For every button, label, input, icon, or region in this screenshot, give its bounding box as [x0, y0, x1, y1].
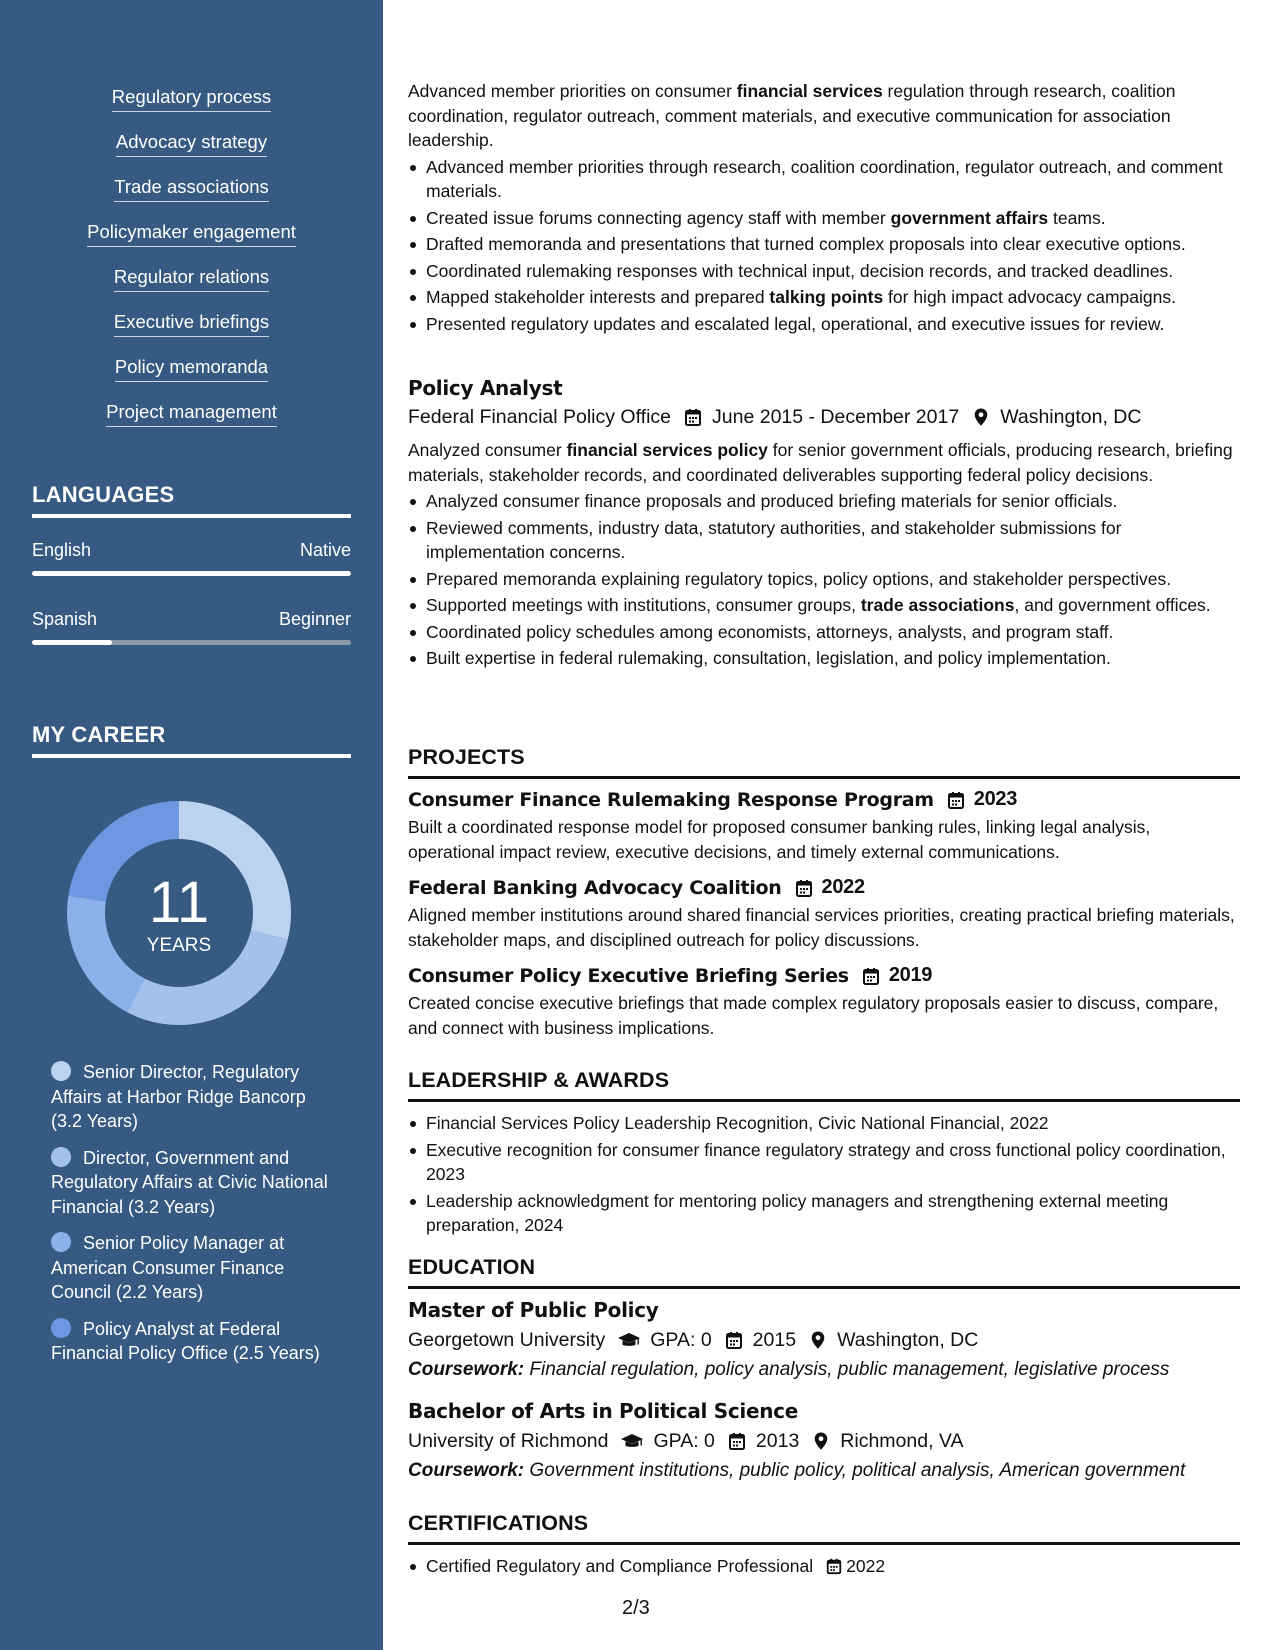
gpa: GPA: 0	[650, 1329, 712, 1351]
calendar-icon	[794, 878, 814, 898]
job-bullet: Created issue forums connecting agency staff with member government affairs teams.	[408, 206, 1240, 231]
job-meta	[408, 404, 1240, 430]
job-bullet: Reviewed comments, industry data, statutory authorities, and stakeholder submissions for implementation concerns.	[408, 516, 1240, 565]
certifications-list	[408, 1554, 1240, 1579]
job-bullet: Presented regulatory updates and escalated legal, operational, and executive issues for review.	[408, 312, 1240, 337]
leadership-heading: LEADERSHIP & AWARDS	[408, 1068, 1240, 1102]
gpa: GPA: 0	[653, 1430, 715, 1452]
language-proficiency-fill	[32, 640, 112, 645]
job-entry	[408, 376, 1240, 673]
language-proficiency-fill	[32, 571, 351, 576]
skill-item: Executive briefings	[0, 311, 383, 356]
job-title: Policy Analyst	[408, 376, 563, 400]
language-level: Native	[299, 540, 351, 560]
project-title: Federal Banking Advocacy Coalition	[408, 876, 782, 899]
sidebar	[0, 0, 383, 1650]
legend-dot-icon	[51, 1061, 71, 1081]
leadership-item: Financial Services Policy Leadership Recognition, Civic National Financial, 2022	[408, 1111, 1240, 1136]
coursework: Coursework: Government institutions, public policy, political analysis, American government	[408, 1460, 1186, 1481]
calendar-icon	[727, 1431, 747, 1451]
certification-name: Certified Regulatory and Compliance Professional	[426, 1556, 814, 1576]
language-spanish	[32, 609, 351, 645]
language-name: English	[32, 540, 92, 560]
previous-job-continued	[408, 79, 1240, 338]
job-bullet: Prepared memoranda explaining regulatory topics, policy options, and stakeholder perspectives.	[408, 567, 1240, 592]
job-location: Washington, DC	[1000, 406, 1142, 428]
legend-dot-icon	[51, 1318, 71, 1338]
project-item	[408, 964, 1240, 1040]
languages-heading: LANGUAGES	[32, 482, 351, 518]
job-bullets	[408, 155, 1240, 337]
school-location: Richmond, VA	[840, 1430, 964, 1452]
project-description: Created concise executive briefings that made complex regulatory proposals easier to discuss, compare, and connect with business implications.	[408, 993, 1219, 1038]
job-summary: Analyzed consumer financial services policy for senior government officials, producing research, briefing materials, stakeholder records, and coordinated deliverables supporting federal policy decisions.	[408, 440, 1233, 485]
career-legend-item: Director, Government and Regulatory Affairs at Civic National Financial (3.2 Years)	[51, 1147, 328, 1217]
project-description: Aligned member institutions around shared financial services priorities, creating practical briefing materials, stakeholder maps, and disciplined outreach for policy discussions.	[408, 905, 1235, 950]
job-bullet: Drafted memoranda and presentations that turned complex proposals into clear executive options.	[408, 232, 1240, 257]
page-number: 2/3	[622, 1597, 650, 1619]
job-summary: Advanced member priorities on consumer financial services regulation through research, coalition coordination, regulator outreach, comment materials, and executive communication for association leadership.	[408, 81, 1176, 150]
job-dates: June 2015 - December 2017	[712, 406, 960, 428]
job-bullet: Coordinated rulemaking responses with technical input, decision records, and tracked deadlines.	[408, 259, 1240, 284]
skill-item: Advocacy strategy	[0, 131, 383, 176]
certification-year: 2022	[846, 1556, 886, 1576]
leadership-section	[408, 1068, 1240, 1240]
leadership-item: Leadership acknowledgment for mentoring policy managers and strengthening external meeting preparation, 2024	[408, 1189, 1240, 1238]
calendar-icon	[861, 966, 881, 986]
degree-title: Bachelor of Arts in Political Science	[408, 1399, 798, 1423]
job-bullets	[408, 489, 1240, 671]
project-title: Consumer Finance Rulemaking Response Program	[408, 788, 934, 811]
school-location: Washington, DC	[837, 1329, 979, 1351]
location-pin-icon	[811, 1431, 831, 1451]
skill-item: Regulator relations	[0, 266, 383, 311]
skill-item: Project management	[0, 401, 383, 446]
degree-title: Master of Public Policy	[408, 1298, 659, 1322]
leadership-list	[408, 1111, 1240, 1238]
career-legend-item: Policy Analyst at Federal Financial Policy Office (2.5 Years)	[51, 1318, 320, 1363]
project-year: 2023	[973, 788, 1018, 810]
language-english	[32, 540, 351, 576]
project-item	[408, 876, 1240, 952]
education-heading: EDUCATION	[408, 1255, 1240, 1289]
skills-list	[0, 86, 383, 446]
legend-dot-icon	[51, 1232, 71, 1252]
language-proficiency-bar	[32, 571, 351, 576]
legend-dot-icon	[51, 1147, 71, 1167]
career-legend	[51, 1060, 331, 1378]
school-name: Georgetown University	[408, 1329, 606, 1351]
education-section	[408, 1255, 1240, 1484]
skill-item: Trade associations	[0, 176, 383, 221]
project-description: Built a coordinated response model for proposed consumer banking rules, linking legal analysis, operational impact review, executive decisions, and timely external communications.	[408, 817, 1151, 862]
calendar-icon	[825, 1557, 843, 1575]
career-legend-item: Senior Policy Manager at American Consumer Finance Council (2.2 Years)	[51, 1233, 285, 1302]
coursework: Coursework: Financial regulation, policy analysis, public management, legislative process	[408, 1359, 1170, 1380]
calendar-icon	[946, 790, 966, 810]
certification-item	[408, 1554, 1240, 1579]
location-pin-icon	[808, 1330, 828, 1350]
graduation-year: 2013	[755, 1430, 800, 1452]
skill-item: Policy memoranda	[0, 356, 383, 401]
certifications-section	[408, 1511, 1240, 1581]
job-bullet: Coordinated policy schedules among economists, attorneys, analysts, and program staff.	[408, 620, 1240, 645]
skill-item: Regulatory process	[0, 86, 383, 131]
career-heading: MY CAREER	[32, 722, 351, 758]
skill-item: Policymaker engagement	[0, 221, 383, 266]
education-item	[408, 1399, 1240, 1484]
language-level: Beginner	[278, 609, 351, 629]
school-name: University of Richmond	[408, 1430, 609, 1452]
job-bullet: Analyzed consumer finance proposals and produced briefing materials for senior officials.	[408, 489, 1240, 514]
projects-section	[408, 745, 1240, 1040]
job-bullet: Supported meetings with institutions, consumer groups, trade associations, and government offices.	[408, 593, 1240, 618]
projects-heading: PROJECTS	[408, 745, 1240, 779]
education-item	[408, 1298, 1240, 1383]
job-bullet: Built expertise in federal rulemaking, consultation, legislation, and policy implementation.	[408, 646, 1240, 671]
career-legend-item: Senior Director, Regulatory Affairs at Harbor Ridge Bancorp (3.2 Years)	[51, 1062, 306, 1131]
project-title: Consumer Policy Executive Briefing Series	[408, 964, 849, 987]
job-bullet: Mapped stakeholder interests and prepared talking points for high impact advocacy campaigns.	[408, 285, 1240, 310]
location-pin-icon	[971, 407, 991, 427]
career-donut-chart	[66, 800, 292, 1026]
language-proficiency-bar	[32, 640, 351, 645]
leadership-item: Executive recognition for consumer finance regulatory strategy and cross functional policy coordination, 2023	[408, 1138, 1240, 1187]
project-item	[408, 788, 1240, 864]
job-bullet: Advanced member priorities through research, coalition coordination, regulator outreach, and comment materials.	[408, 155, 1240, 204]
project-year: 2019	[888, 964, 933, 986]
calendar-icon	[683, 407, 703, 427]
project-year: 2022	[821, 876, 865, 898]
company-name: Federal Financial Policy Office	[408, 406, 672, 428]
career-years-label: YEARS	[146, 935, 212, 956]
graduation-year: 2015	[752, 1329, 797, 1351]
graduation-cap-icon	[617, 1330, 641, 1350]
graduation-cap-icon	[620, 1431, 644, 1451]
language-name: Spanish	[32, 609, 98, 629]
career-years-number: 11	[148, 870, 210, 935]
calendar-icon	[724, 1330, 744, 1350]
certifications-heading: CERTIFICATIONS	[408, 1511, 1240, 1545]
